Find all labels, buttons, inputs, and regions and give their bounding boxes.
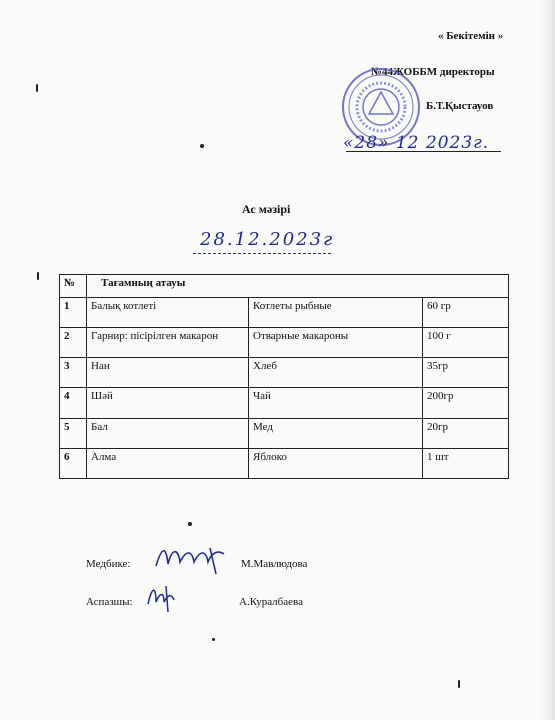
dish-russian: Котлеты рыбные [249, 298, 423, 328]
table-row [60, 448, 509, 478]
table-row [60, 298, 509, 328]
scan-mark [36, 84, 38, 92]
row-number: 1 [60, 298, 87, 328]
approval-date-line [346, 151, 501, 152]
cook-label: Аспазшы: [86, 596, 133, 608]
approval-date-handwritten: «28» 12 2023г. [343, 133, 490, 153]
dish-quantity: 60 гр [423, 298, 509, 328]
table-row [60, 358, 509, 388]
nurse-signature [152, 540, 234, 580]
row-number: 6 [60, 448, 87, 478]
dish-quantity: 1 шт [423, 448, 509, 478]
dish-russian: Мед [249, 418, 423, 448]
header-dish-name: Тағамның атауы [87, 275, 509, 298]
page-edge-shadow [541, 0, 555, 720]
dish-russian: Чай [249, 388, 423, 418]
dish-quantity: 200гр [423, 388, 509, 418]
cook-name: А.Куралбаева [239, 596, 303, 608]
table-row [60, 418, 509, 448]
dish-quantity: 100 г [423, 328, 509, 358]
approval-heading: « Бекітемін » [438, 30, 504, 42]
dish-kazakh: Балық котлеті [87, 298, 249, 328]
row-number: 2 [60, 328, 87, 358]
menu-table [59, 274, 509, 479]
scan-mark [458, 680, 460, 688]
scan-mark [37, 272, 39, 280]
dish-quantity: 35гр [423, 358, 509, 388]
menu-date-line [193, 253, 331, 254]
director-title: №44ЖОББМ директоры [371, 66, 495, 78]
header-number: № [60, 275, 87, 298]
dish-kazakh: Шәй [87, 388, 249, 418]
scan-dot [200, 144, 204, 148]
dish-russian: Хлеб [249, 358, 423, 388]
menu-title: Ас мәзірі [242, 202, 291, 216]
director-name: Б.Т.Қыстауов [426, 100, 494, 112]
nurse-label: Медбике: [86, 558, 131, 570]
row-number: 5 [60, 418, 87, 448]
dish-russian: Отварные макароны [249, 328, 423, 358]
table-row [60, 328, 509, 358]
table-row [60, 388, 509, 418]
row-number: 3 [60, 358, 87, 388]
dish-kazakh: Алма [87, 448, 249, 478]
scan-dot [212, 638, 215, 641]
dish-russian: Яблоко [249, 448, 423, 478]
dish-kazakh: Нан [87, 358, 249, 388]
dish-kazakh: Гарнир: пісірілген макарон [87, 328, 249, 358]
table-header-row [60, 275, 509, 298]
dish-kazakh: Бал [87, 418, 249, 448]
nurse-name: М.Мавлюдова [241, 558, 308, 570]
dish-quantity: 20гр [423, 418, 509, 448]
scan-dot [188, 522, 192, 526]
row-number: 4 [60, 388, 87, 418]
cook-signature [144, 582, 184, 616]
menu-date-handwritten: 28.12.2023г [200, 229, 335, 250]
